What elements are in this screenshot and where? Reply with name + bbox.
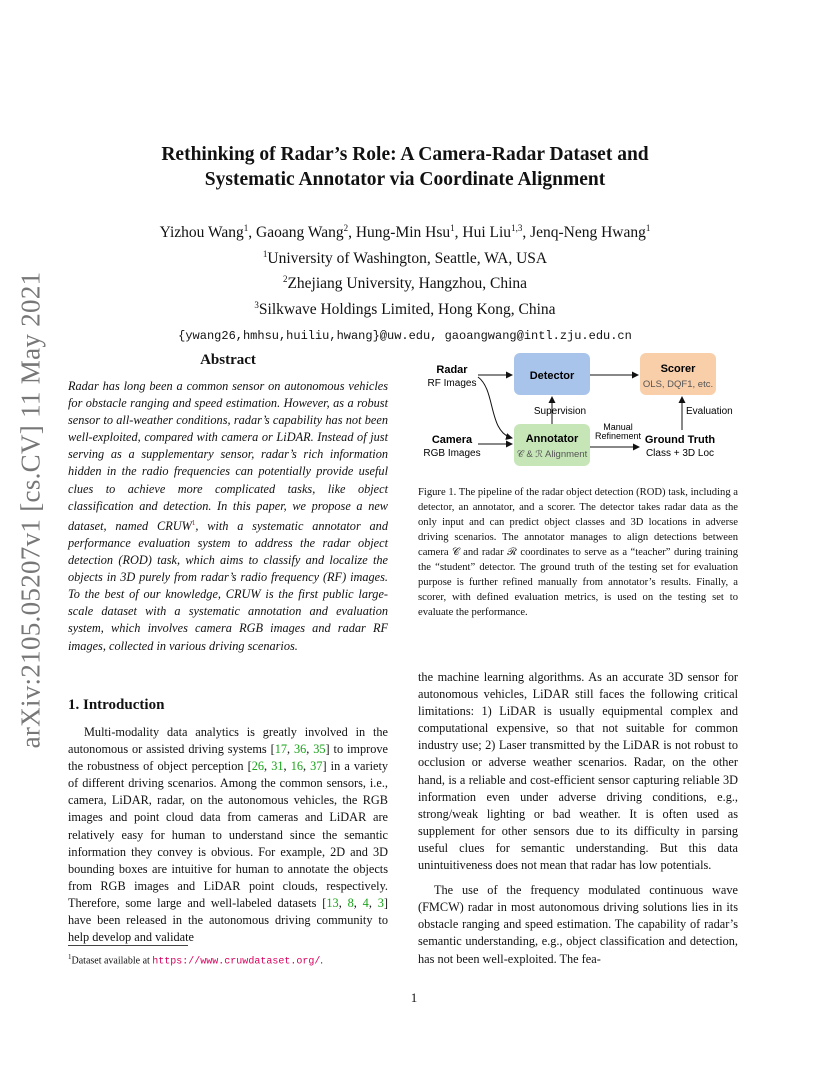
citation-link[interactable]: 4 — [362, 895, 369, 910]
citation-link[interactable]: 31 — [271, 759, 284, 774]
intro-paragraph: Multi-modality data analytics is greatly involved in the autonomous or assisted driving systems [17, 36, 35] to improve the robustness of object perception [26, 31, 16, 37] in a variety of different driving scenarios. Among the common sensors, i.e., camera, LiDAR, radar, on the autonomous vehicles, the RGB images and point cloud data from cameras and LiDAR are relatively easy for human to understand since the semantic information they convey is obvious. For example, 2D and 3D bounding boxes are intuitive for human to annotate the objects from RGB images and LiDAR point clouds, respectively. Therefore, some large and well-labeled datasets [13, 8, 4, 3] have been released in the autonomous driving community to help develop and validate — [68, 725, 389, 945]
author-block — [100, 218, 710, 346]
citation-link[interactable]: 37 — [310, 759, 323, 774]
citation-link[interactable]: 35 — [313, 742, 326, 757]
author-name: Hui Liu — [462, 224, 512, 242]
evaluation-label: Evaluation — [686, 406, 733, 417]
radar-to-annotator-arrow — [478, 377, 512, 438]
affiliation: $^2$Zhejiang University, Hangzhou, China — [282, 274, 528, 293]
figure-caption: Figure 1. The pipeline of the radar object detection (ROD) task, including a detector, an annotator, and a scorer. The detector takes radar data as the only input and can predict object classes and 3D locations in adverse driving scenarios. The annotator manages to align detections between camera 𝒞 and radar ℛ coordinates to serve as a “teacher” during training the “student” detector. The ground truth of the testing set for evaluation purpose is further refined manually from annotator’s results. Finally, a scorer, with defined evaluation metrics, is used on the testing set to evaluate the performance. — [418, 487, 738, 618]
dataset-url-link[interactable]: https://www.cruwdataset.org/ — [152, 956, 321, 968]
author-list: Yizhou Wang$^1$, Gaoang Wang$^2$, Hung-Min Hsu$^1$, Hui Liu$^{1,3}$, Jenq-Neng Hwang$^1$ — [159, 223, 651, 242]
camera-subtitle: RGB Images — [423, 448, 481, 459]
author-name: Hung-Min Hsu — [355, 224, 451, 242]
arxiv-id: arXiv:2105.05207v1 [cs.CV] 11 May 2021 — [15, 271, 46, 749]
paragraph: The use of the frequency modulated continuous wave (FMCW) radar in most autonomous driving solutions lies in its obstacle ranging and speed estimation. The capability of radar’s semantic understanding, e.g., object classification and detection, has not been well-exploited. The fea- — [418, 883, 738, 966]
author-sup: 1,3 — [511, 223, 523, 233]
annotator-subtitle: 𝒞 & ℛ Alignment — [516, 449, 588, 460]
footnote: $^1$Dataset available at https://www.cruwdataset.org/. — [68, 953, 323, 968]
abstract-text: Radar has long been a common sensor on autonomous vehicles for obstacle ranging and speed estimation. However, as a robust sensor to all-weather conditions, radar’s capability has not been well-exploited, compared with camera or LiDAR. Instead of just serving as a supplementary sensor, radar’s rich information hidden in the radio frequencies can potentially provide useful clues to achieve more complicated tasks, like object classification and detection. In this paper, we propose a new dataset, named CRUW$^1$, with a systematic annotator and performance evaluation system to address the radar object detection (ROD) task, which aims to classify and localize the objects in 3D purely from radar’s radio frequency (RF) images. To the best of our knowledge, CRUW is the first public large-scale dataset with a systematic annotation and evaluation system, which involves camera RGB images and radar RF images, collected in various driving scenarios. — [68, 379, 388, 653]
citation-link[interactable]: 36 — [293, 742, 307, 757]
title-line-1: Rethinking of Radar’s Role: A Camera-Radar Dataset and — [161, 144, 649, 165]
column2-text — [418, 669, 738, 968]
title-line-2: Systematic Annotator via Coordinate Alignment — [204, 169, 606, 190]
footnote-rule — [68, 945, 188, 946]
affiliation: $^3$Silkwave Holdings Limited, Hong Kong, China — [254, 299, 556, 319]
intro-heading: 1. Introduction — [68, 697, 165, 713]
author-name: Jenq-Neng Hwang — [530, 224, 646, 242]
citation-link[interactable]: 8 — [347, 895, 354, 910]
refinement-label: Refinement — [594, 431, 642, 441]
annotator-title: Annotator — [525, 433, 579, 445]
author-sup: 1 — [645, 223, 651, 233]
author-sup: 1 — [243, 223, 249, 233]
radar-subtitle: RF Images — [427, 378, 477, 389]
scorer-title: Scorer — [660, 363, 696, 375]
citation-link[interactable]: 3 — [377, 895, 384, 910]
scorer-subtitle: OLS, DQF1, etc. — [642, 379, 714, 390]
author-name: Gaoang Wang — [256, 224, 344, 242]
manual-label: Manual — [603, 422, 633, 432]
citation-link[interactable]: 26 — [251, 759, 265, 774]
detector-label: Detector — [529, 370, 575, 382]
camera-title: Camera — [431, 434, 473, 446]
author-sup: 1 — [450, 223, 455, 233]
affiliation: $^1$University of Washington, Seattle, WA, USA — [262, 248, 548, 267]
arxiv-stamp — [14, 270, 48, 750]
citation-link[interactable]: 17 — [274, 742, 287, 757]
ground-truth-subtitle: Class + 3D Loc — [645, 448, 715, 459]
author-sup: 2 — [343, 223, 349, 233]
citation-link[interactable]: 16 — [290, 759, 303, 774]
supervision-label: Supervision — [533, 406, 587, 417]
radar-title: Radar — [436, 364, 468, 376]
citation-link[interactable]: 13 — [326, 895, 339, 910]
footnote-marker[interactable]: 1 — [191, 518, 196, 527]
ground-truth-title: Ground Truth — [644, 434, 716, 446]
page-number: 1 — [410, 990, 418, 1005]
author-emails: {ywang26,hmhsu,huiliu,hwang}@uw.edu, gaoangwang@intl.zju.edu.cn — [178, 328, 632, 343]
paper-title — [100, 142, 710, 192]
abstract-heading: Abstract — [200, 352, 256, 368]
pipeline-figure — [418, 350, 740, 472]
paragraph: the machine learning algorithms. As an accurate 3D sensor for autonomous vehicles, LiDAR still faces the following critical limitations: 1) LiDAR is usually equipmental complex and computational expensive, so that not suitable for common industry use; 2) Laser transmitted by the LiDAR is not robust to occlusion or adverse weather scenarios. Radar, on the other hand, is a reliable and cost-efficient sensor capturing reliable 3D information even under adverse driving conditions, e.g., strong/weak lighting or bad weather. It is often used as supplement for other sensors due to its difficulty in parsing useful clues for semantic understanding. But this data unintuitiveness does not mean that radar has low potentials. — [418, 670, 738, 873]
author-name: Yizhou Wang — [159, 224, 244, 242]
